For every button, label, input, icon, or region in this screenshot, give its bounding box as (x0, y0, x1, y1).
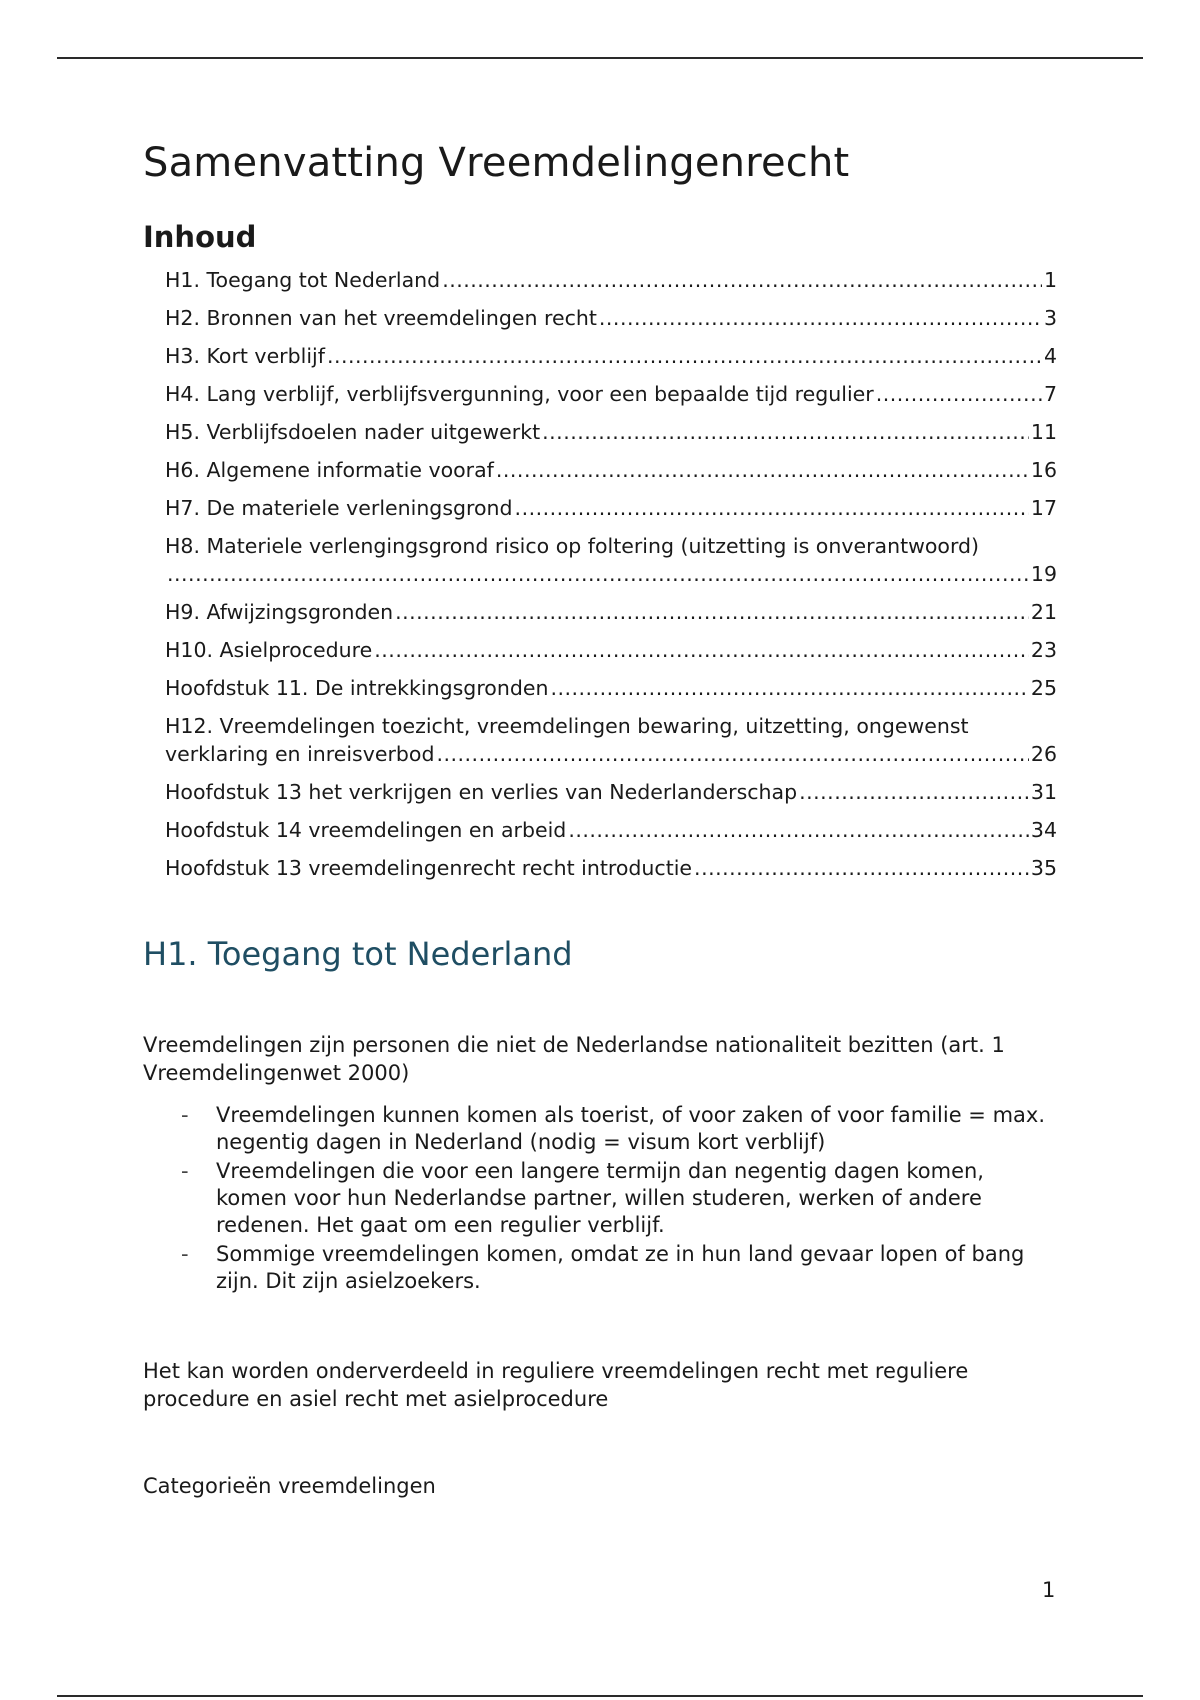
toc-entry[interactable] (165, 816, 1057, 844)
bullet-list (143, 1102, 1057, 1297)
toc-entry[interactable] (165, 712, 1057, 768)
toc-entry[interactable] (165, 418, 1057, 446)
toc-entry-label: H6. Algemene informatie vooraf (165, 458, 494, 482)
toc-entry-page: 19 (1030, 562, 1057, 586)
list-item-text: Vreemdelingen kunnen komen als toerist, of voor zaken of voor familie = max. negentig dagen in Nederland (nodig = visum kort verblijf) (216, 1103, 1046, 1154)
toc-dot-leader (876, 380, 1042, 408)
toc-entry-page: 3 (1043, 306, 1057, 330)
toc-dot-leader (167, 560, 1029, 588)
footer-rule (57, 1695, 1143, 1697)
toc-entry-label: H3. Kort verblijf (165, 344, 325, 368)
toc-entry-label-continued: verklaring en inreisverbod (165, 742, 435, 766)
toc-entry[interactable] (165, 636, 1057, 664)
toc-entry[interactable] (165, 380, 1057, 408)
toc-entry-label: H12. Vreemdelingen toezicht, vreemdelingen bewaring, uitzetting, ongewenst (165, 714, 969, 738)
toc-entry-page: 34 (1030, 818, 1057, 842)
toc-entry[interactable] (165, 494, 1057, 522)
toc-entry-page: 16 (1030, 458, 1057, 482)
toc-dot-leader (568, 816, 1029, 844)
header-rule (57, 57, 1143, 59)
toc-entry[interactable] (165, 266, 1057, 294)
toc-entry[interactable] (165, 342, 1057, 370)
toc-entry-page: 1 (1043, 268, 1057, 292)
toc-dot-leader (799, 778, 1029, 806)
toc-entry[interactable] (165, 598, 1057, 626)
list-item (143, 1158, 1057, 1239)
list-item (143, 1102, 1057, 1156)
toc-entry-page: 17 (1030, 496, 1057, 520)
toc-entry[interactable] (165, 674, 1057, 702)
toc-entry-page: 4 (1043, 344, 1057, 368)
toc-entry-label: H2. Bronnen van het vreemdelingen recht (165, 306, 597, 330)
dash-bullet-icon: - (181, 1242, 189, 1266)
page-number: 1 (1042, 1578, 1056, 1602)
toc-entry-page: 23 (1030, 638, 1057, 662)
toc-entry-label: H9. Afwijzingsgronden (165, 600, 394, 624)
toc-dot-leader (374, 636, 1029, 664)
toc-entry[interactable] (165, 778, 1057, 806)
list-item-text: Sommige vreemdelingen komen, omdat ze in hun land gevaar lopen of bang zijn. Dit zijn asielzoekers. (216, 1242, 1025, 1293)
toc-entry-label: H8. Materiele verlengingsgrond risico op foltering (uitzetting is onverantwoord) (165, 534, 980, 558)
toc-entry[interactable] (165, 854, 1057, 882)
toc-entry-page: 21 (1030, 600, 1057, 624)
toc-dot-leader (442, 266, 1042, 294)
toc-dot-leader (542, 418, 1029, 446)
toc-entry[interactable] (165, 456, 1057, 484)
toc-dot-leader (496, 456, 1029, 484)
toc-entry-label: Hoofdstuk 13 vreemdelingenrecht recht introductie (165, 856, 693, 880)
toc-entry-label: Hoofdstuk 14 vreemdelingen en arbeid (165, 818, 567, 842)
list-item (143, 1241, 1057, 1295)
toc-entry-page: 25 (1030, 676, 1057, 700)
toc-dot-leader (436, 740, 1028, 768)
toc-entry[interactable] (165, 532, 1057, 588)
toc-dot-leader (694, 854, 1029, 882)
toc-dot-leader (395, 598, 1029, 626)
list-item-text: Vreemdelingen die voor een langere termijn dan negentig dagen komen, komen voor hun Nederlandse partner, willen studeren, werken of andere redenen. Het gaat om een regulier verblijf. (216, 1159, 984, 1237)
section-heading-h1: H1. Toegang tot Nederland (143, 935, 573, 973)
toc-entry-label: H7. De materiele verleningsgrond (165, 496, 513, 520)
toc-entry-page: 11 (1030, 420, 1057, 444)
toc-entry-page: 26 (1030, 742, 1057, 766)
document-title: Samenvatting Vreemdelingenrecht (143, 140, 850, 186)
intro-paragraph: Vreemdelingen zijn personen die niet de Nederlandse nationaliteit bezitten (art. 1 Vreemdelingenwet 2000) (143, 1033, 1005, 1085)
toc-entry-label: H1. Toegang tot Nederland (165, 268, 441, 292)
toc-entry-label: Hoofdstuk 13 het verkrijgen en verlies van Nederlanderschap (165, 780, 798, 804)
toc-entry-page: 35 (1030, 856, 1057, 880)
toc-entry-label: Hoofdstuk 11. De intrekkingsgronden (165, 676, 549, 700)
toc-dot-leader (599, 304, 1042, 332)
table-of-contents (165, 266, 1057, 892)
toc-dot-leader (327, 342, 1042, 370)
categories-label: Categorieën vreemdelingen (143, 1474, 436, 1498)
toc-entry-page: 7 (1043, 382, 1057, 406)
toc-entry[interactable] (165, 304, 1057, 332)
toc-entry-label: H10. Asielprocedure (165, 638, 373, 662)
toc-entry-page: 31 (1030, 780, 1057, 804)
toc-entry-label: H4. Lang verblijf, verblijfsvergunning, voor een bepaalde tijd regulier (165, 382, 874, 406)
dash-bullet-icon: - (181, 1103, 189, 1127)
toc-heading: Inhoud (143, 220, 257, 254)
split-paragraph: Het kan worden onderverdeeld in reguliere vreemdelingen recht met reguliere procedure en asiel recht met asielprocedure (143, 1359, 969, 1411)
toc-dot-leader (515, 494, 1029, 522)
dash-bullet-icon: - (181, 1159, 189, 1183)
toc-dot-leader (550, 674, 1028, 702)
toc-entry-label: H5. Verblijfsdoelen nader uitgewerkt (165, 420, 541, 444)
